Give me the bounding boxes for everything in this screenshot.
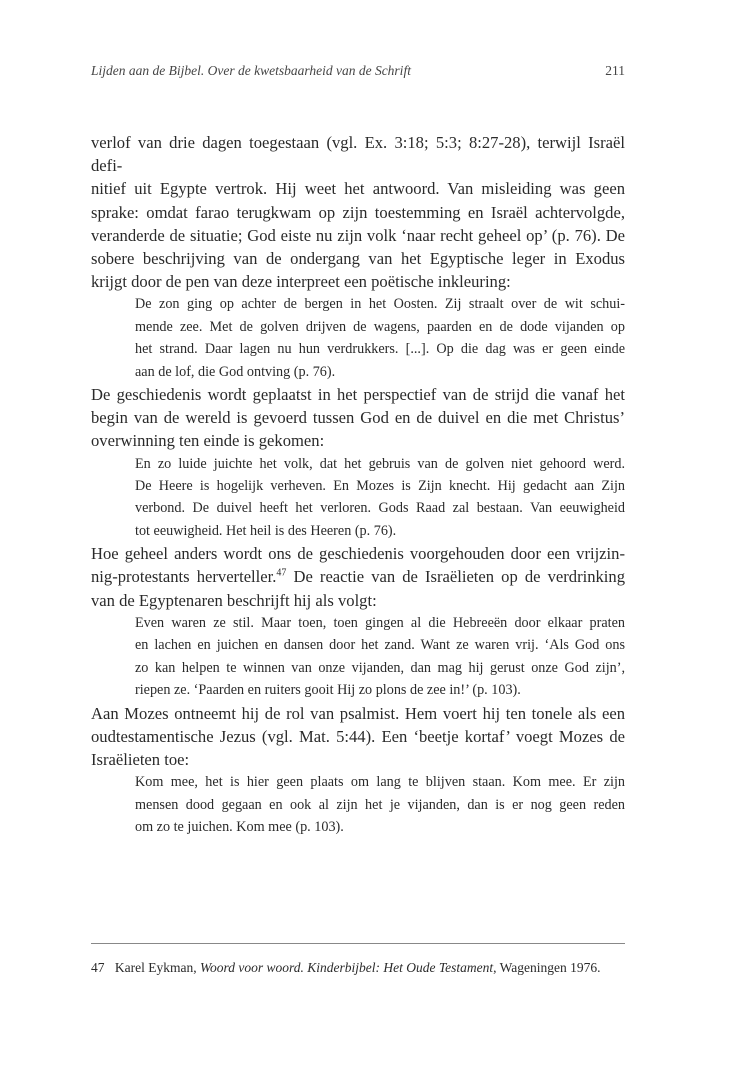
quote-line: En zo luide juichte het volk, dat het gebruis van de golven niet gehoord werd. [135,455,625,472]
footnote-publication: , Wageningen 1976. [493,960,601,975]
text-fragment: nig-protestants herverteller. [91,567,277,587]
block-quote-1 [91,293,625,383]
quote-line: en lachen en juichen en dansen door het zand. Want ze waren vrij. ‘Als God ons [135,637,625,654]
footnote-reference[interactable]: 47 [276,567,287,579]
text-line: Hoe geheel anders wordt ons de geschiedenis voorgehouden door een vrijzin- [91,544,625,564]
paragraph-3 [91,542,625,612]
quote-line: aan de lof, die God ontving (p. 76). [135,363,336,380]
text-line: verlof van drie dagen toegestaan (vgl. Ex. 3:18; 5:3; 8:27-28), terwijl Israël defi- [91,133,625,176]
running-header [91,63,625,79]
footnote [91,959,625,977]
text-line: overwinning ten einde is gekomen: [91,431,325,451]
quote-line: om zo te juichen. Kom mee (p. 103). [135,818,344,835]
quote-line: tot eeuwigheid. Het heil is des Heeren (p. 76). [135,522,397,539]
text-line: begin van de wereld is gevoerd tussen God en de duivel en die met Christus’ [91,408,625,428]
text-line: oudtestamentische Jezus (vgl. Mat. 5:44). Een ‘beetje kortaf’ voegt Mozes de [91,726,625,746]
quote-line: Kom mee, het is hier geen plaats om lang te blijven staan. Kom mee. Er zijn [135,774,625,791]
text-line: veranderde de situatie; God eiste nu zijn volk ‘naar recht geheel op’ (p. 76). De [91,225,625,245]
quote-line: Even waren ze stil. Maar toen, toen gingen al die Hebreeën door elkaar praten [135,614,625,631]
text-line: nitief uit Egypte vertrok. Hij weet het antwoord. Van misleiding was geen [91,179,625,199]
quote-line: De zon ging op achter de bergen in het Oosten. Zij straalt over de wit schui- [135,296,625,313]
quote-line: het strand. Daar lagen nu hun verdrukkers. [...]. Op die dag was er geen einde [135,341,625,358]
text-line: krijgt door de pen van deze interpreet een poëtische inkleuring: [91,272,511,292]
text-fragment: De reactie van de Israëlieten op de verdrinking [286,567,625,587]
text-line: Aan Mozes ontneemt hij de rol van psalmist. Hem voert hij ten tonele als een [91,703,625,723]
footnote-title: Woord voor woord. Kinderbijbel: Het Oude Testament [199,960,494,975]
text-line: van de Egyptenaren beschrijft hij als volgt: [91,590,377,610]
text-line: sobere beschrijving van de ondergang van het Egyptische leger in Exodus [91,249,625,269]
quote-line: zo kan helpen te winnen van onze vijanden, dan mag hij gerust onze God zijn’, [135,659,625,676]
text-line: Israëlieten toe: [91,749,190,769]
quote-line: verbond. De duivel heeft het verloren. Gods Raad zal bestaan. Van eeuwigheid [135,500,625,517]
running-title: Lijden aan de Bijbel. Over de kwetsbaarheid van de Schrift [91,63,411,78]
paragraph-1 [91,131,625,293]
paragraph-2 [91,383,625,453]
block-quote-3 [91,612,625,702]
quote-line: De Heere is hogelijk verheven. En Mozes is Zijn knecht. Hij gedacht aan Zijn [135,478,625,495]
text-line [91,565,625,588]
page-number: 211 [605,63,625,78]
quote-line: mende zee. Met de golven drijven de wagens, paarden en de dode vijanden op [135,318,625,335]
block-quote-4 [91,771,625,838]
footnote-number: 47 [91,960,105,975]
paragraph-4 [91,702,625,772]
footnote-divider [91,943,625,944]
quote-line: riepen ze. ‘Paarden en ruiters gooit Hij zo plons de zee in!’ (p. 103). [135,682,521,699]
text-line: sprake: omdat farao terugkwam op zijn toestemming en Israël achtervolgde, [91,202,625,222]
body-text [91,131,625,838]
block-quote-2 [91,453,625,543]
footnote-author: Karel Eykman, [114,960,197,975]
quote-line: mensen dood gegaan en ook al zijn het je vijanden, dan is er nog geen reden [135,796,625,813]
text-line: De geschiedenis wordt geplaatst in het perspectief van de strijd die vanaf het [91,385,625,405]
